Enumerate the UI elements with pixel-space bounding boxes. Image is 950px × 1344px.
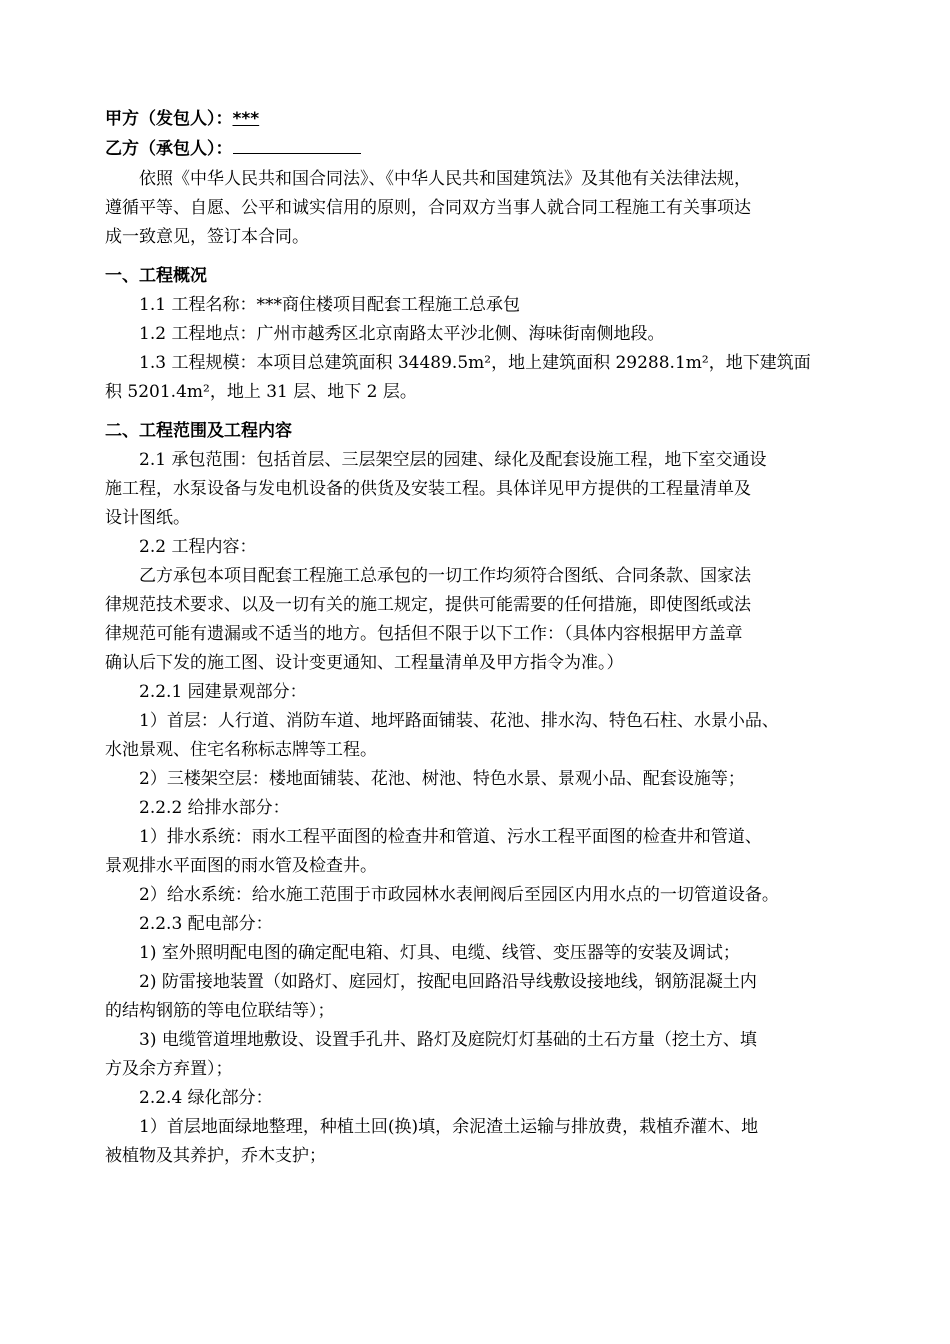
green-title: 2.2.4 绿化部分： bbox=[139, 1088, 273, 1108]
project-location: 1.2 工程地点：广州市越秀区北京南路太平沙北侧、海味街南侧地段。 bbox=[139, 324, 665, 344]
section-1-title: 一、工程概况 bbox=[105, 266, 207, 286]
preamble-line: 成一致意见，签订本合同。 bbox=[105, 227, 309, 247]
project-scale-line: 1.3 工程规模：本项目总建筑面积 34489.5m²，地上建筑面积 29288.1m²，地下建筑面 bbox=[139, 353, 811, 373]
power-item-line: 1) 室外照明配电图的确定配电箱、灯具、电缆、线管、变压器等的安装及调试； bbox=[139, 943, 740, 963]
plumbing-item-line: 1）排水系统：雨水工程平面图的检查井和管道、污水工程平面图的检查井和管道、 bbox=[139, 827, 762, 847]
content-intro-line: 确认后下发的施工图、设计变更通知、工程量清单及甲方指令为准。） bbox=[105, 653, 624, 673]
project-scale-line: 积 5201.4m²，地上 31 层、地下 2 层。 bbox=[105, 382, 417, 402]
scope-line: 设计图纸。 bbox=[105, 508, 190, 528]
power-item-line: 2) 防雷接地装置（如路灯、庭园灯，按配电回路沿导线敷设接地线，钢筋混凝土内 bbox=[139, 972, 757, 992]
party-a-label: 甲方（发包人）： bbox=[105, 109, 233, 129]
landscape-item-line: 水池景观、住宅名称标志牌等工程。 bbox=[105, 740, 377, 760]
landscape-title: 2.2.1 园建景观部分： bbox=[139, 682, 307, 702]
plumbing-item-line: 景观排水平面图的雨水管及检查井。 bbox=[105, 856, 377, 876]
plumbing-title: 2.2.2 给排水部分： bbox=[139, 798, 290, 818]
power-item-line: 方及余方弃置）； bbox=[105, 1059, 233, 1079]
power-title: 2.2.3 配电部分： bbox=[139, 914, 273, 934]
section-2-title: 二、工程范围及工程内容 bbox=[105, 421, 292, 441]
power-item-line: 的结构钢筋的等电位联结等）； bbox=[105, 1001, 335, 1021]
content-intro-line: 律规范技术要求、以及一切有关的施工规定，提供可能需要的任何措施，即使图纸或法 bbox=[105, 595, 751, 615]
plumbing-item-line: 2）给水系统：给水施工范围于市政园林水表闸阀后至园区内用水点的一切管道设备。 bbox=[139, 885, 779, 905]
content-intro-line: 律规范可能有遗漏或不适当的地方。包括但不限于以下工作：（具体内容根据甲方盖章 bbox=[105, 624, 743, 644]
party-b-line bbox=[105, 135, 850, 165]
party-a-value: *** bbox=[232, 109, 260, 129]
party-b-blank bbox=[233, 135, 361, 154]
party-a-line bbox=[105, 105, 850, 135]
preamble-line: 依照《中华人民共和国合同法》、《中华人民共和国建筑法》及其他有关法律法规， bbox=[139, 169, 751, 189]
landscape-item-line: 2）三楼架空层：楼地面铺装、花池、树池、特色水景、景观小品、配套设施等； bbox=[139, 769, 745, 789]
content-title: 2.2 工程内容： bbox=[139, 537, 257, 557]
green-item-line: 1）首层地面绿地整理，种植土回(换)填，余泥渣土运输与排放费，栽植乔灌木、地 bbox=[139, 1117, 759, 1137]
landscape-item-line: 1）首层：人行道、消防车道、地坪路面铺装、花池、排水沟、特色石柱、水景小品、 bbox=[139, 711, 779, 731]
scope-line: 2.1 承包范围：包括首层、三层架空层的园建、绿化及配套设施工程，地下室交通设 bbox=[139, 450, 767, 470]
party-b-label: 乙方（承包人）： bbox=[105, 139, 233, 159]
scope-line: 施工程，水泵设备与发电机设备的供货及安装工程。具体详见甲方提供的工程量清单及 bbox=[105, 479, 751, 499]
project-name: 1.1 工程名称：***商住楼项目配套工程施工总承包 bbox=[139, 295, 520, 315]
power-item-line: 3) 电缆管道埋地敷设、设置手孔井、路灯及庭院灯灯基础的土石方量（挖土方、填 bbox=[139, 1030, 757, 1050]
contract-body bbox=[105, 105, 850, 1171]
content-intro-line: 乙方承包本项目配套工程施工总承包的一切工作均须符合图纸、合同条款、国家法 bbox=[139, 566, 751, 586]
green-item-line: 被植物及其养护，乔木支护； bbox=[105, 1146, 326, 1166]
preamble-line: 遵循平等、自愿、公平和诚实信用的原则，合同双方当事人就合同工程施工有关事项达 bbox=[105, 198, 751, 218]
